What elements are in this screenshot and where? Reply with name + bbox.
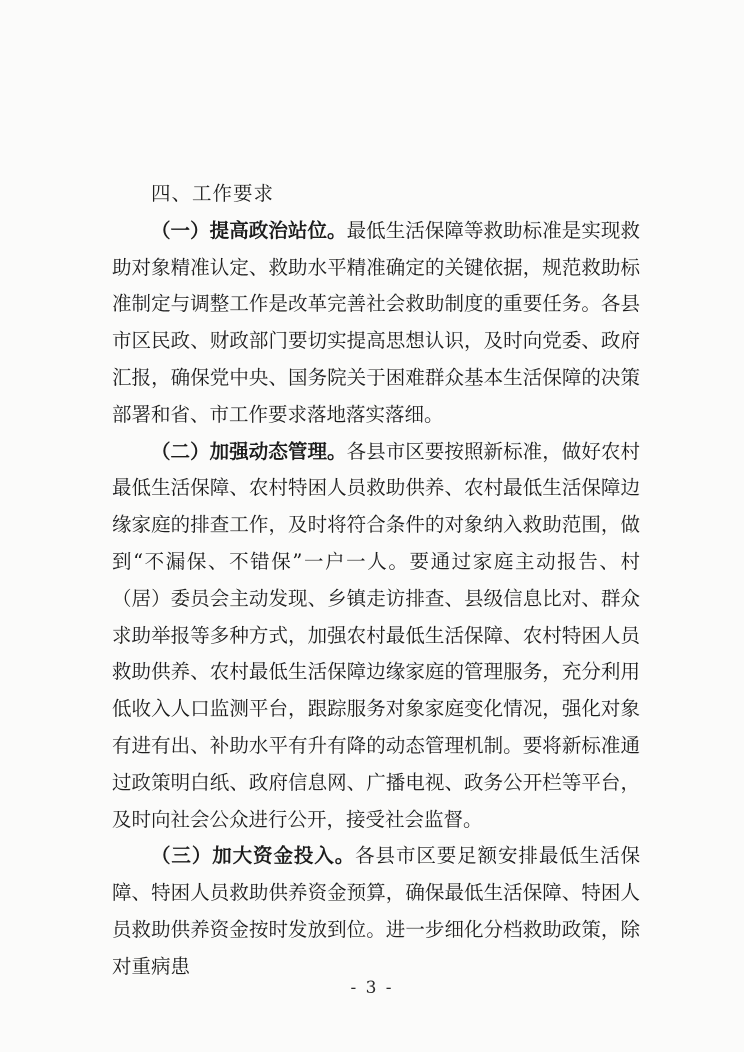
- paragraph-body: 最低生活保障等救助标准是实现救助对象精准认定、救助水平精准确定的关键依据，规范救助标准制定与调整工作是改革完善社会救助制度的重要任务。各县市区民政、财政部门要切实提高思想认识，及时向党委、政府汇报，确保党中央、国务院关于困难群众基本生活保障的决策部署和省、市工作要求落地落实落细。: [112, 218, 640, 426]
- paragraph-funding: [112, 838, 640, 985]
- paragraph-lead: （二）加强动态管理。: [151, 439, 347, 463]
- paragraph-lead: （一）提高政治站位。: [151, 218, 347, 242]
- paragraph-dynamic-management: [112, 434, 640, 839]
- paragraph-body: 各县市区要足额安排最低生活保障、特困人员救助供养资金预算，确保最低生活保障、特困人员救助供养资金按时发放到位。进一步细化分档救助政策，除对重病患: [112, 844, 640, 978]
- document-body: [112, 176, 640, 986]
- paragraph-political-stance: [112, 213, 640, 434]
- paragraph-lead: （三）加大资金投入。: [151, 844, 356, 868]
- paragraph-body: 各县市区要按照新标准，做好农村最低生活保障、农村特困人员救助供养、农村最低生活保障边缘家庭的排查工作，及时将符合条件的对象纳入救助范围，做到“不漏保、不错保”一户一人。要通过家庭主动报告、村（居）委员会主动发现、乡镇走访排查、县级信息比对、群众求助举报等多种方式，加强农村最低生活保障、农村特困人员救助供养、农村最低生活保障边缘家庭的管理服务，充分利用低收入人口监测平台，跟踪服务对象家庭变化情况，强化对象有进有出、补助水平有升有降的动态管理机制。要将新标准通过政策明白纸、政府信息网、广播电视、政务公开栏等平台，及时向社会公众进行公开，接受社会监督。: [112, 439, 640, 831]
- section-heading: 四、工作要求: [151, 182, 275, 205]
- page-number: - 3 -: [350, 978, 394, 998]
